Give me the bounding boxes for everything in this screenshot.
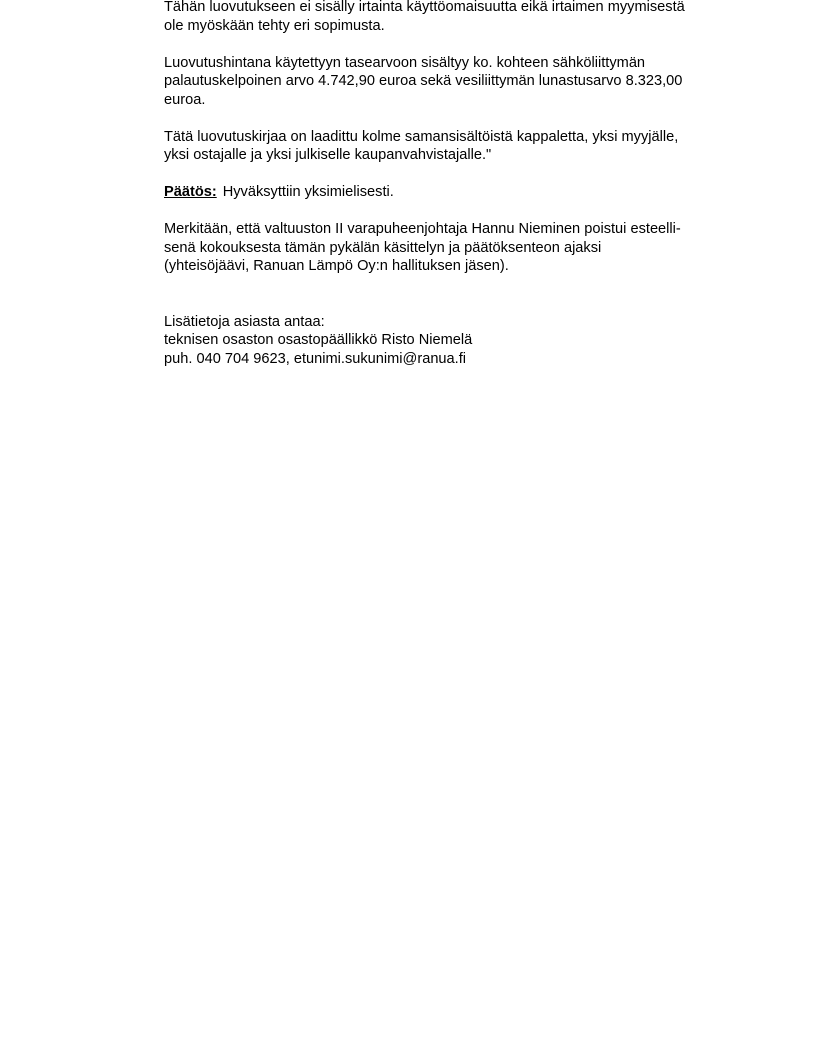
text-line: ole myöskään tehty eri sopimusta. [164, 17, 385, 34]
text-line: Tätä luovutuskirjaa on laadittu kolme samansisältöistä kappaletta, yksi myyjälle, [164, 128, 679, 145]
paragraph-transfer-price [164, 54, 764, 110]
text-line: Tähän luovutukseen ei sisälly irtainta käyttöomaisuutta eikä irtaimen myymisestä [164, 0, 685, 15]
blank-line [164, 294, 764, 313]
decision-label: Päätös: [164, 184, 217, 200]
text-line: Luovutushintana käytettyyn tasearvoon sisältyy ko. kohteen sähköliittymän [164, 54, 646, 71]
decision-paragraph [164, 183, 764, 202]
text-line: palautuskelpoinen arvo 4.742,90 euroa sekä vesiliittymän lunastusarvo 8.323,00 [164, 73, 683, 89]
paragraph-copies [164, 128, 764, 165]
paragraph-disqualification-note [164, 220, 764, 276]
contact-info [164, 313, 764, 369]
text-line: yksi ostajalle ja yksi julkiselle kaupanvahvistajalle." [164, 147, 492, 163]
text-line: euroa. [164, 91, 206, 108]
contact-heading: Lisätietoja asiasta antaa: [164, 313, 325, 330]
text-line: Merkitään, että valtuuston II varapuheenjohtaja Hannu Nieminen poistui esteelli- [164, 221, 681, 237]
decision-text: Hyväksyttiin yksimielisesti. [222, 184, 394, 200]
paragraph-no-movable-property [164, 0, 764, 35]
text-line: senä kokouksesta tämän pykälän käsittelyn ja päätöksenteon ajaksi [164, 239, 602, 256]
contact-person: teknisen osaston osastopäällikkö Risto Niemelä [164, 332, 473, 348]
contact-phone-email: puh. 040 704 9623, etunimi.sukunimi@ranua.fi [164, 350, 467, 367]
text-line: (yhteisöjäävi, Ranuan Lämpö Oy:n hallituksen jäsen). [164, 258, 509, 274]
document-page [164, 0, 764, 387]
